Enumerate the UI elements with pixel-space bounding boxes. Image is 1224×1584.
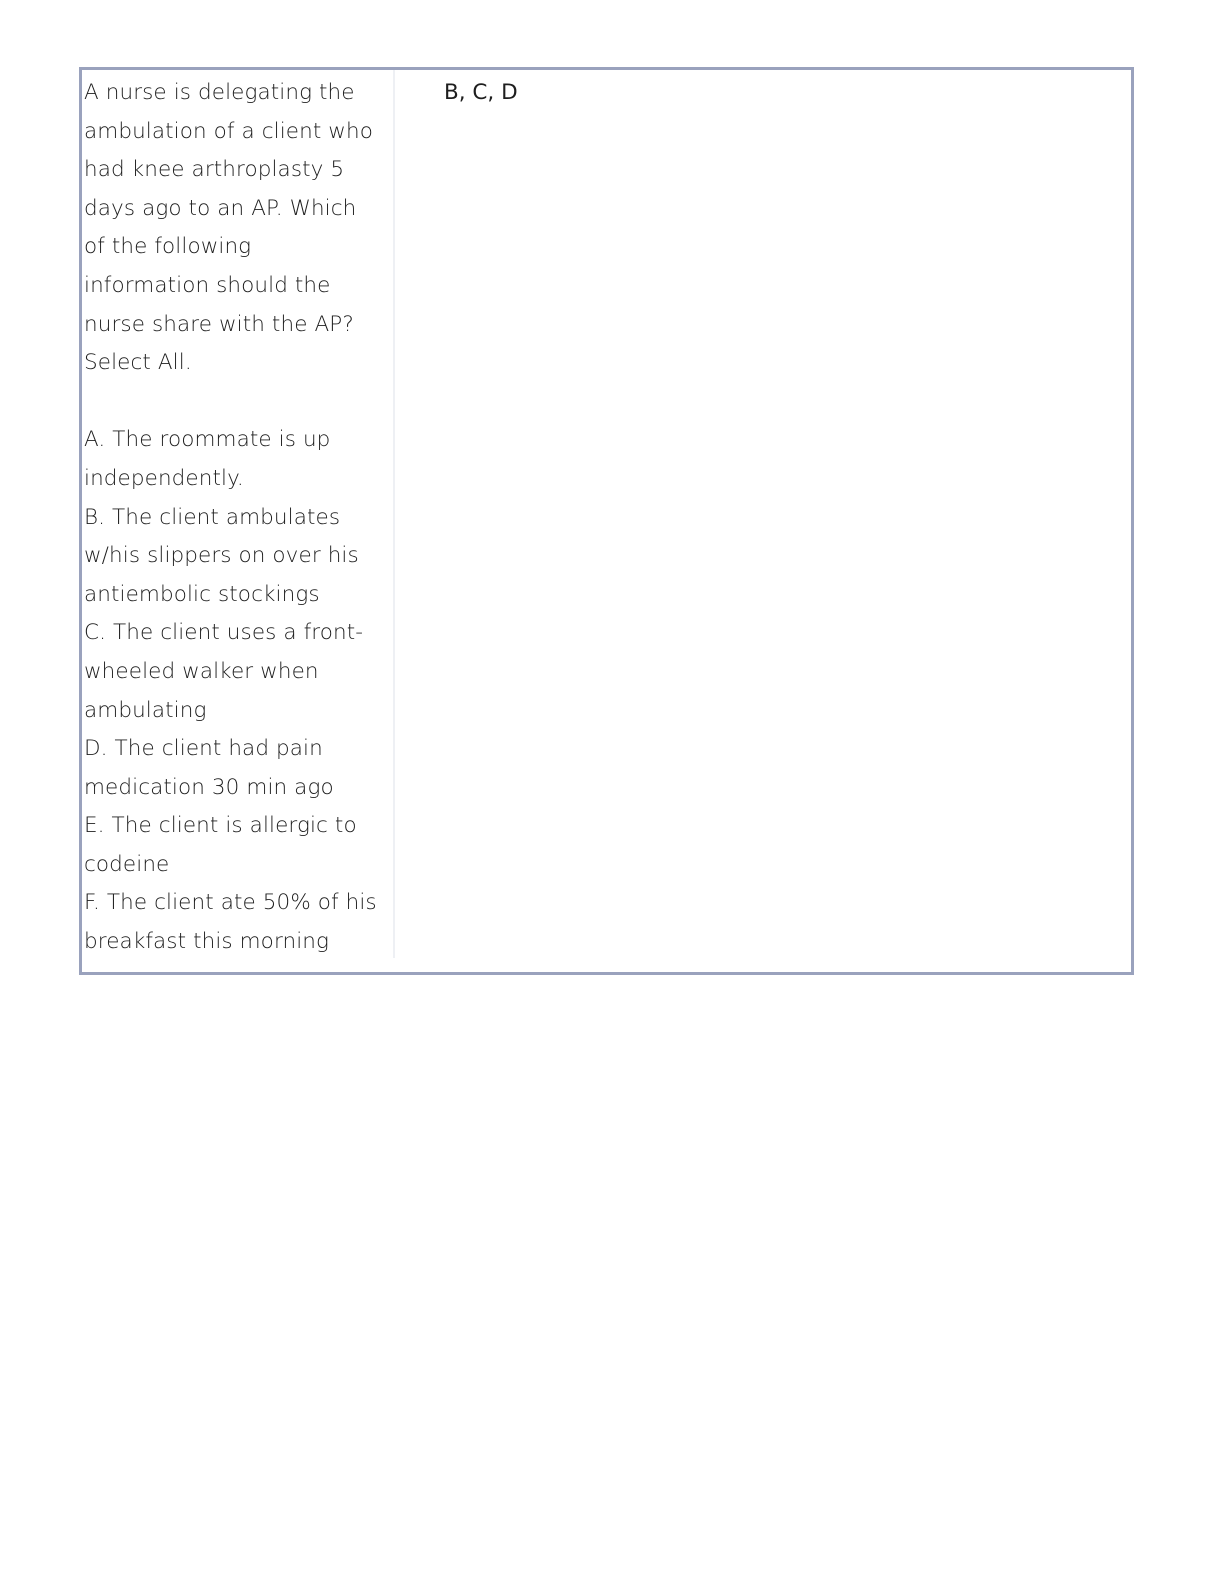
question-line: ambulation of a client who: [84, 118, 373, 144]
question-line: had knee arthroplasty 5: [84, 157, 345, 183]
option-line: antiembolic stockings: [84, 581, 320, 607]
option-line: A. The roommate is up: [84, 427, 331, 453]
option-line: w/his slippers on over his: [84, 543, 359, 569]
option-line: C. The client uses a front-: [84, 620, 364, 646]
question-line: nurse share with the AP?: [84, 311, 354, 337]
option-line: medication 30 min ago: [84, 774, 334, 800]
blank-line: [84, 383, 393, 422]
option-line: breakfast this morning: [84, 929, 330, 955]
question-line: Select All.: [84, 350, 192, 376]
option-line: E. The client is allergic to: [84, 813, 357, 839]
option-line: independently.: [84, 465, 244, 491]
option-line: codeine: [84, 851, 170, 877]
option-line: B. The client ambulates: [84, 504, 341, 530]
option-line: wheeled walker when: [84, 658, 319, 684]
question-line: A nurse is delegating the: [84, 80, 355, 105]
question-line: information should the: [84, 272, 331, 298]
answer-text: B, C, D: [444, 80, 518, 105]
answer-cell: [444, 74, 518, 113]
option-line: F. The client ate 50% of his: [84, 890, 377, 916]
option-line: ambulating: [84, 697, 207, 723]
question-cell: [82, 70, 395, 958]
question-line: days ago to an AP. Which: [84, 195, 357, 221]
question-line: of the following: [84, 234, 252, 260]
option-line: D. The client had pain: [84, 736, 323, 762]
flashcard-table: [79, 67, 1134, 975]
